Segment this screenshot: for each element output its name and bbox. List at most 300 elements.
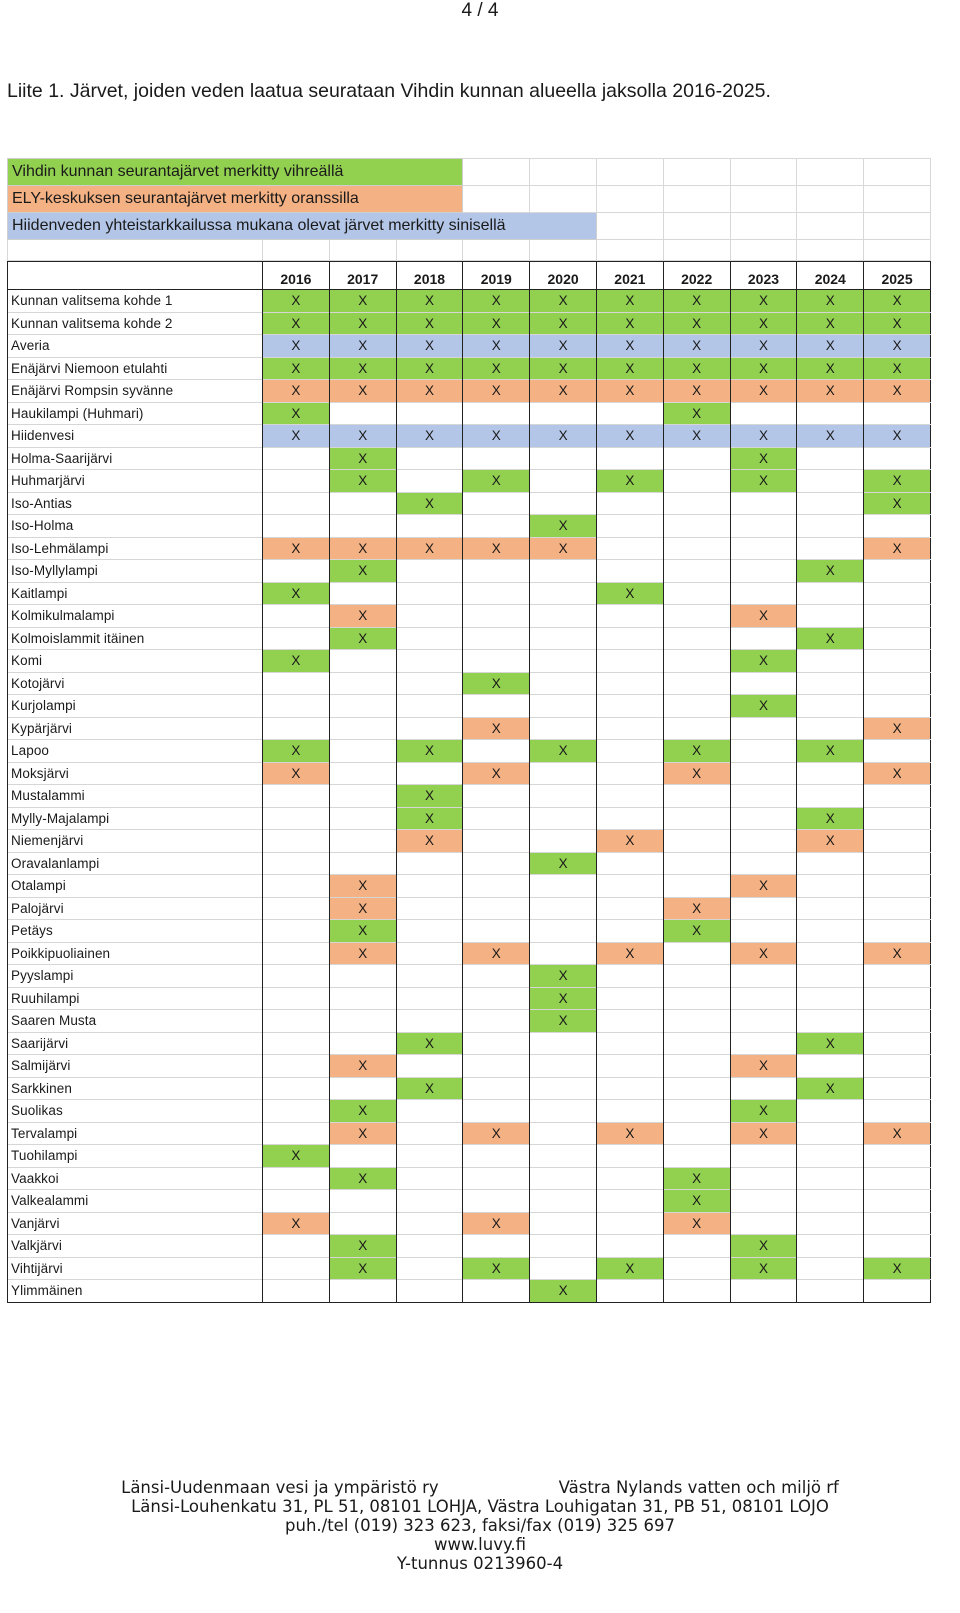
- empty-cell: [463, 1145, 530, 1168]
- empty-cell: [263, 627, 330, 650]
- lake-name: Palojärvi: [8, 897, 263, 920]
- monitoring-mark: X: [663, 897, 730, 920]
- table-row: [8, 942, 931, 965]
- empty-cell: [263, 942, 330, 965]
- monitoring-mark: X: [864, 942, 931, 965]
- empty-cell: [463, 987, 530, 1010]
- empty-cell: [663, 1010, 730, 1033]
- table-row: [8, 380, 931, 403]
- empty-cell: [663, 627, 730, 650]
- empty-cell: [396, 695, 463, 718]
- empty-cell: [263, 515, 330, 538]
- monitoring-mark: X: [730, 470, 797, 493]
- empty-cell: [730, 717, 797, 740]
- empty-cell: [730, 1032, 797, 1055]
- empty-cell: [463, 695, 530, 718]
- empty-cell: [596, 159, 663, 186]
- table-row: [8, 605, 931, 628]
- table-row: [8, 560, 931, 583]
- monitoring-mark: X: [596, 335, 663, 358]
- monitoring-mark: X: [263, 1212, 330, 1235]
- empty-cell: [663, 1122, 730, 1145]
- empty-cell: [864, 807, 931, 830]
- empty-cell: [463, 740, 530, 763]
- monitoring-mark: X: [329, 1235, 396, 1258]
- empty-cell: [663, 695, 730, 718]
- lake-name: Valkealammi: [8, 1190, 263, 1213]
- empty-cell: [263, 1235, 330, 1258]
- empty-cell: [463, 897, 530, 920]
- empty-cell: [396, 1190, 463, 1213]
- monitoring-mark: X: [530, 515, 597, 538]
- monitoring-mark: X: [396, 312, 463, 335]
- empty-cell: [730, 987, 797, 1010]
- empty-cell: [663, 1235, 730, 1258]
- lake-name: Oravalanlampi: [8, 852, 263, 875]
- legend-row: [8, 159, 931, 186]
- empty-cell: [797, 942, 864, 965]
- empty-cell: [329, 1010, 396, 1033]
- empty-cell: [263, 852, 330, 875]
- empty-cell: [864, 1167, 931, 1190]
- empty-cell: [797, 1167, 864, 1190]
- footer-phone: puh./tel (019) 323 623, faksi/fax (019) 325 697: [285, 1516, 675, 1535]
- empty-cell: [797, 650, 864, 673]
- empty-cell: [663, 1032, 730, 1055]
- empty-cell: [663, 672, 730, 695]
- empty-cell: [396, 987, 463, 1010]
- lake-name: Sarkkinen: [8, 1077, 263, 1100]
- monitoring-mark: X: [730, 425, 797, 448]
- table-row: [8, 402, 931, 425]
- empty-cell: [596, 1010, 663, 1033]
- empty-cell: [663, 1100, 730, 1123]
- table-row: [8, 807, 931, 830]
- empty-cell: [596, 605, 663, 628]
- empty-cell: [797, 897, 864, 920]
- empty-cell: [663, 830, 730, 853]
- monitoring-mark: X: [864, 312, 931, 335]
- empty-cell: [530, 920, 597, 943]
- empty-cell: [463, 785, 530, 808]
- table-row: [8, 447, 931, 470]
- monitoring-mark: X: [596, 425, 663, 448]
- monitoring-mark: X: [463, 357, 530, 380]
- monitoring-mark: X: [329, 537, 396, 560]
- empty-cell: [263, 470, 330, 493]
- lake-name: Otalampi: [8, 875, 263, 898]
- empty-cell: [329, 695, 396, 718]
- empty-cell: [663, 186, 730, 213]
- empty-cell: [663, 582, 730, 605]
- empty-cell: [663, 965, 730, 988]
- empty-cell: [263, 1257, 330, 1280]
- empty-cell: [730, 492, 797, 515]
- empty-cell: [396, 240, 463, 261]
- table-row: [8, 357, 931, 380]
- monitoring-mark: X: [663, 402, 730, 425]
- empty-cell: [463, 186, 530, 213]
- empty-cell: [530, 402, 597, 425]
- monitoring-mark: X: [263, 537, 330, 560]
- monitoring-mark: X: [797, 740, 864, 763]
- monitoring-mark: X: [329, 380, 396, 403]
- empty-cell: [530, 1167, 597, 1190]
- empty-cell: [797, 672, 864, 695]
- empty-cell: [596, 537, 663, 560]
- table-row: [8, 627, 931, 650]
- empty-cell: [396, 897, 463, 920]
- empty-cell: [864, 785, 931, 808]
- empty-cell: [530, 785, 597, 808]
- table-row: [8, 1280, 931, 1303]
- monitoring-mark: X: [730, 447, 797, 470]
- empty-cell: [396, 605, 463, 628]
- empty-cell: [596, 740, 663, 763]
- empty-cell: [263, 1167, 330, 1190]
- monitoring-mark: X: [663, 425, 730, 448]
- year-header: 2025: [864, 262, 931, 290]
- lake-name: Suolikas: [8, 1100, 263, 1123]
- monitoring-mark: X: [463, 1257, 530, 1280]
- empty-cell: [396, 515, 463, 538]
- empty-cell: [263, 875, 330, 898]
- table-row: [8, 1190, 931, 1213]
- empty-cell: [530, 1032, 597, 1055]
- empty-cell: [797, 1055, 864, 1078]
- empty-cell: [396, 672, 463, 695]
- empty-cell: [730, 762, 797, 785]
- monitoring-mark: X: [329, 1100, 396, 1123]
- monitoring-mark: X: [329, 425, 396, 448]
- monitoring-mark: X: [864, 1257, 931, 1280]
- empty-cell: [263, 695, 330, 718]
- empty-cell: [864, 1212, 931, 1235]
- lake-name: Iso-Myllylampi: [8, 560, 263, 583]
- empty-cell: [263, 1010, 330, 1033]
- empty-cell: [663, 807, 730, 830]
- table-row: [8, 695, 931, 718]
- table-row: [8, 1010, 931, 1033]
- monitoring-mark: X: [530, 425, 597, 448]
- empty-cell: [263, 672, 330, 695]
- empty-cell: [263, 447, 330, 470]
- empty-cell: [530, 1235, 597, 1258]
- table-row: [8, 425, 931, 448]
- empty-cell: [329, 965, 396, 988]
- monitoring-mark: X: [596, 1257, 663, 1280]
- table-row: [8, 650, 931, 673]
- monitoring-mark: X: [797, 560, 864, 583]
- empty-cell: [596, 1190, 663, 1213]
- empty-cell: [864, 515, 931, 538]
- empty-cell: [263, 1122, 330, 1145]
- empty-cell: [797, 1280, 864, 1303]
- monitoring-mark: X: [263, 582, 330, 605]
- monitoring-mark: X: [463, 672, 530, 695]
- empty-cell: [797, 492, 864, 515]
- empty-cell: [797, 695, 864, 718]
- empty-cell: [730, 582, 797, 605]
- empty-cell: [864, 672, 931, 695]
- monitoring-mark: X: [396, 357, 463, 380]
- page-heading: Liite 1. Järvet, joiden veden laatua seurataan Vihdin kunnan alueella jaksolla 2016-2025.: [7, 80, 771, 102]
- empty-cell: [663, 213, 730, 240]
- empty-cell: [530, 1077, 597, 1100]
- empty-cell: [463, 159, 530, 186]
- monitoring-mark: X: [463, 470, 530, 493]
- empty-cell: [730, 627, 797, 650]
- monitoring-mark: X: [663, 357, 730, 380]
- monitoring-grid: [7, 158, 931, 1303]
- monitoring-mark: X: [797, 627, 864, 650]
- empty-cell: [797, 1122, 864, 1145]
- empty-cell: [864, 852, 931, 875]
- empty-cell: [396, 560, 463, 583]
- empty-cell: [730, 830, 797, 853]
- monitoring-mark: X: [730, 1100, 797, 1123]
- year-header: 2020: [530, 262, 597, 290]
- monitoring-mark: X: [864, 492, 931, 515]
- empty-cell: [864, 695, 931, 718]
- empty-cell: [663, 875, 730, 898]
- empty-cell: [864, 213, 931, 240]
- monitoring-mark: X: [864, 717, 931, 740]
- empty-cell: [329, 785, 396, 808]
- lake-name: Iso-Holma: [8, 515, 263, 538]
- monitoring-mark: X: [530, 987, 597, 1010]
- monitoring-mark: X: [530, 1010, 597, 1033]
- monitoring-mark: X: [463, 717, 530, 740]
- year-header: 2016: [263, 262, 330, 290]
- empty-cell: [730, 560, 797, 583]
- monitoring-mark: X: [663, 740, 730, 763]
- monitoring-mark: X: [530, 537, 597, 560]
- empty-cell: [730, 1280, 797, 1303]
- empty-cell: [864, 402, 931, 425]
- empty-cell: [396, 762, 463, 785]
- empty-cell: [530, 942, 597, 965]
- empty-cell: [596, 1235, 663, 1258]
- monitoring-mark: X: [864, 290, 931, 313]
- table-row: [8, 852, 931, 875]
- monitoring-mark: X: [329, 1167, 396, 1190]
- table-row: [8, 1257, 931, 1280]
- empty-cell: [864, 965, 931, 988]
- footer-business-id: Y-tunnus 0213960-4: [396, 1554, 564, 1573]
- empty-cell: [596, 807, 663, 830]
- monitoring-mark: X: [730, 1122, 797, 1145]
- lake-name: Enäjärvi Rompsin syvänne: [8, 380, 263, 403]
- empty-cell: [329, 1145, 396, 1168]
- empty-cell: [663, 240, 730, 261]
- empty-cell: [530, 1100, 597, 1123]
- table-row: [8, 785, 931, 808]
- empty-cell: [596, 762, 663, 785]
- legend-blue: Hiidenveden yhteistarkkailussa mukana olevat järvet merkitty sinisellä: [8, 213, 597, 240]
- monitoring-mark: X: [396, 425, 463, 448]
- monitoring-mark: X: [463, 425, 530, 448]
- empty-cell: [864, 875, 931, 898]
- empty-cell: [864, 830, 931, 853]
- table-row: [8, 470, 931, 493]
- monitoring-mark: X: [263, 650, 330, 673]
- lake-name: Kolmikulmalampi: [8, 605, 263, 628]
- monitoring-mark: X: [530, 290, 597, 313]
- monitoring-mark: X: [596, 290, 663, 313]
- monitoring-mark: X: [596, 380, 663, 403]
- empty-cell: [730, 897, 797, 920]
- empty-cell: [730, 515, 797, 538]
- monitoring-mark: X: [530, 852, 597, 875]
- empty-cell: [663, 717, 730, 740]
- year-header: 2022: [663, 262, 730, 290]
- lake-name: Pyyslampi: [8, 965, 263, 988]
- monitoring-mark: X: [730, 875, 797, 898]
- empty-cell: [463, 852, 530, 875]
- table-row: [8, 1055, 931, 1078]
- empty-cell: [530, 1055, 597, 1078]
- legend-green: Vihdin kunnan seurantajärvet merkitty vihreällä: [8, 159, 463, 186]
- empty-cell: [263, 605, 330, 628]
- empty-cell: [596, 785, 663, 808]
- monitoring-mark: X: [463, 312, 530, 335]
- empty-cell: [596, 1167, 663, 1190]
- monitoring-mark: X: [596, 1122, 663, 1145]
- empty-cell: [797, 1190, 864, 1213]
- empty-cell: [730, 965, 797, 988]
- lake-name: Haukilampi (Huhmari): [8, 402, 263, 425]
- lake-name: Salmijärvi: [8, 1055, 263, 1078]
- empty-cell: [864, 1010, 931, 1033]
- empty-cell: [530, 582, 597, 605]
- monitoring-mark: X: [864, 537, 931, 560]
- empty-cell: [530, 1190, 597, 1213]
- table-row: [8, 875, 931, 898]
- table-row: [8, 1122, 931, 1145]
- empty-cell: [530, 240, 597, 261]
- empty-cell: [396, 1145, 463, 1168]
- lake-name: Saarijärvi: [8, 1032, 263, 1055]
- legend-row: [8, 186, 931, 213]
- empty-cell: [596, 650, 663, 673]
- monitoring-mark: X: [864, 335, 931, 358]
- monitoring-mark: X: [663, 1212, 730, 1235]
- table-row: [8, 1145, 931, 1168]
- lake-name: Ylimmäinen: [8, 1280, 263, 1303]
- footer-website[interactable]: www.luvy.fi: [433, 1535, 527, 1554]
- lake-name: Vanjärvi: [8, 1212, 263, 1235]
- year-header-row: [8, 262, 931, 290]
- lake-name: Moksjärvi: [8, 762, 263, 785]
- monitoring-mark: X: [263, 425, 330, 448]
- empty-cell: [596, 447, 663, 470]
- empty-cell: [864, 186, 931, 213]
- table-row: [8, 312, 931, 335]
- monitoring-mark: X: [263, 312, 330, 335]
- monitoring-mark: X: [463, 380, 530, 403]
- empty-cell: [596, 627, 663, 650]
- empty-cell: [596, 695, 663, 718]
- empty-cell: [663, 537, 730, 560]
- table-row: [8, 1235, 931, 1258]
- empty-cell: [864, 740, 931, 763]
- monitoring-mark: X: [864, 425, 931, 448]
- lake-name: Kaitlampi: [8, 582, 263, 605]
- empty-cell: [530, 1212, 597, 1235]
- monitoring-mark: X: [864, 357, 931, 380]
- empty-cell: [329, 987, 396, 1010]
- table-row: [8, 1212, 931, 1235]
- monitoring-mark: X: [596, 830, 663, 853]
- monitoring-mark: X: [730, 605, 797, 628]
- empty-cell: [263, 492, 330, 515]
- empty-cell: [663, 605, 730, 628]
- empty-cell: [663, 1077, 730, 1100]
- empty-cell: [864, 897, 931, 920]
- empty-cell: [463, 1190, 530, 1213]
- empty-cell: [864, 1032, 931, 1055]
- table-row: [8, 987, 931, 1010]
- lake-name: Tervalampi: [8, 1122, 263, 1145]
- empty-cell: [663, 470, 730, 493]
- empty-cell: [329, 672, 396, 695]
- monitoring-mark: X: [396, 1077, 463, 1100]
- empty-cell: [329, 852, 396, 875]
- page-number: 4 / 4: [461, 0, 499, 21]
- empty-cell: [329, 762, 396, 785]
- monitoring-mark: X: [329, 1122, 396, 1145]
- empty-cell: [530, 807, 597, 830]
- empty-cell: [797, 1257, 864, 1280]
- empty-cell: [463, 830, 530, 853]
- monitoring-mark: X: [329, 1257, 396, 1280]
- empty-cell: [463, 447, 530, 470]
- monitoring-mark: X: [797, 357, 864, 380]
- monitoring-mark: X: [329, 605, 396, 628]
- empty-cell: [329, 740, 396, 763]
- monitoring-mark: X: [596, 942, 663, 965]
- table-row: [8, 537, 931, 560]
- monitoring-mark: X: [663, 290, 730, 313]
- empty-cell: [396, 1167, 463, 1190]
- empty-cell: [596, 1145, 663, 1168]
- empty-cell: [329, 582, 396, 605]
- monitoring-mark: X: [797, 807, 864, 830]
- empty-cell: [530, 605, 597, 628]
- empty-cell: [730, 159, 797, 186]
- empty-cell: [596, 213, 663, 240]
- empty-cell: [797, 470, 864, 493]
- monitoring-mark: X: [463, 762, 530, 785]
- empty-cell: [463, 605, 530, 628]
- empty-cell: [530, 159, 597, 186]
- empty-cell: [596, 240, 663, 261]
- empty-cell: [730, 807, 797, 830]
- empty-cell: [530, 762, 597, 785]
- lake-name: Kunnan valitsema kohde 1: [8, 290, 263, 313]
- lake-name: Niemenjärvi: [8, 830, 263, 853]
- lake-name: Iso-Lehmälampi: [8, 537, 263, 560]
- empty-cell: [797, 987, 864, 1010]
- monitoring-mark: X: [329, 942, 396, 965]
- monitoring-mark: X: [797, 290, 864, 313]
- lake-name: Vihtijärvi: [8, 1257, 263, 1280]
- empty-cell: [396, 1212, 463, 1235]
- empty-cell: [530, 1145, 597, 1168]
- table-row: [8, 1032, 931, 1055]
- monitoring-mark: X: [329, 357, 396, 380]
